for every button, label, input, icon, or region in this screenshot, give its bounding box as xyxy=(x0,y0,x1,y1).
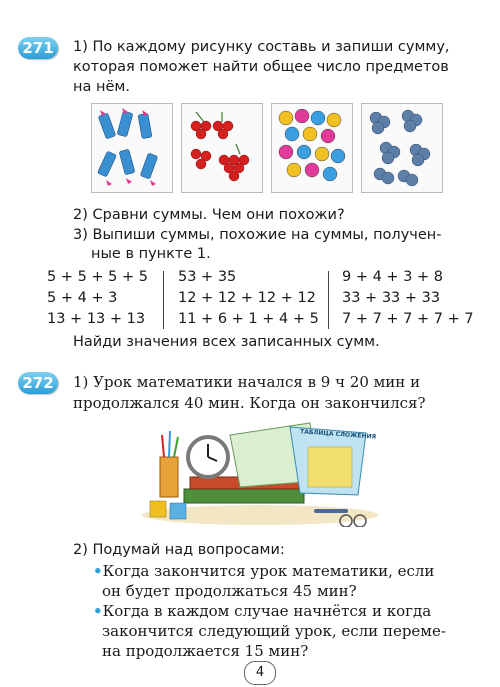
task271-find-instruction: Найди значения всех записанных сумм. xyxy=(73,334,380,350)
bullet-icon: • xyxy=(93,602,103,620)
sums-column-2 xyxy=(178,267,319,330)
berry-picture xyxy=(181,103,263,193)
task271-question2: 2) Сравни суммы. Чем они похожи? xyxy=(73,207,345,223)
task271-question1-line3: на нём. xyxy=(73,79,130,95)
column-divider xyxy=(328,271,329,329)
sum-expression: 53 + 35 xyxy=(178,269,237,285)
candy-icon xyxy=(92,104,172,192)
bullet1-line2: он будет продолжаться 45 мин? xyxy=(102,582,357,600)
task271-question1-line2: которая поможет найти общее число предметов xyxy=(73,59,449,75)
ball-picture xyxy=(271,103,353,193)
bullet-icon: • xyxy=(93,562,103,580)
task272-question1-line2: продолжался 40 мин. Когда он закончился? xyxy=(73,394,426,412)
sums-column-1 xyxy=(47,267,148,330)
flower-picture xyxy=(361,103,443,193)
ball-icon xyxy=(272,104,352,192)
bullet2-line3: на продолжается 15 мин? xyxy=(102,642,309,660)
sum-expression: 33 + 33 + 33 xyxy=(342,290,441,306)
sum-expression: 5 + 5 + 5 + 5 xyxy=(47,269,149,285)
bullet2-line2: закончится следующий урок, если переме- xyxy=(102,622,446,640)
task271-question1-line1: 1) По каждому рисунку составь и запиши сумму, xyxy=(73,39,450,55)
sum-expression: 5 + 4 + 3 xyxy=(47,290,118,306)
task271-question3-line2: ные в пункте 1. xyxy=(91,246,211,262)
bullet-item xyxy=(93,562,473,581)
page-number: 4 xyxy=(244,661,276,685)
candy-picture xyxy=(91,103,173,193)
bullet-item xyxy=(93,602,431,621)
sum-expression: 9 + 4 + 3 + 8 xyxy=(342,269,444,285)
sum-expression: 13 + 13 + 13 xyxy=(47,311,146,327)
flower-icon xyxy=(362,104,442,192)
berry-icon xyxy=(182,104,262,192)
task271-question3-line1: 3) Выпиши суммы, похожие на суммы, получен- xyxy=(73,227,442,243)
school-supplies-illustration xyxy=(140,415,380,527)
bullet2-line1: Когда в каждом случае начнётся и когда xyxy=(102,602,432,620)
sums-column-3 xyxy=(342,267,474,330)
sum-expression: 7 + 7 + 7 + 7 + 7 xyxy=(342,311,474,327)
task272-question2: 2) Подумай над вопросами: xyxy=(73,542,285,558)
book-label: ТАБЛИЦА СЛОЖЕНИЯ xyxy=(299,428,377,441)
sum-expression: 11 + 6 + 1 + 4 + 5 xyxy=(178,311,319,327)
task-number-badge: 272 xyxy=(18,372,58,394)
bullet1-line1: Когда закончится урок математики, если xyxy=(102,562,435,580)
sum-expression: 12 + 12 + 12 + 12 xyxy=(178,290,316,306)
task-number-badge: 271 xyxy=(18,37,58,59)
task272-question1-line1: 1) Урок математики начался в 9 ч 20 мин и xyxy=(73,373,421,391)
column-divider xyxy=(163,271,164,329)
